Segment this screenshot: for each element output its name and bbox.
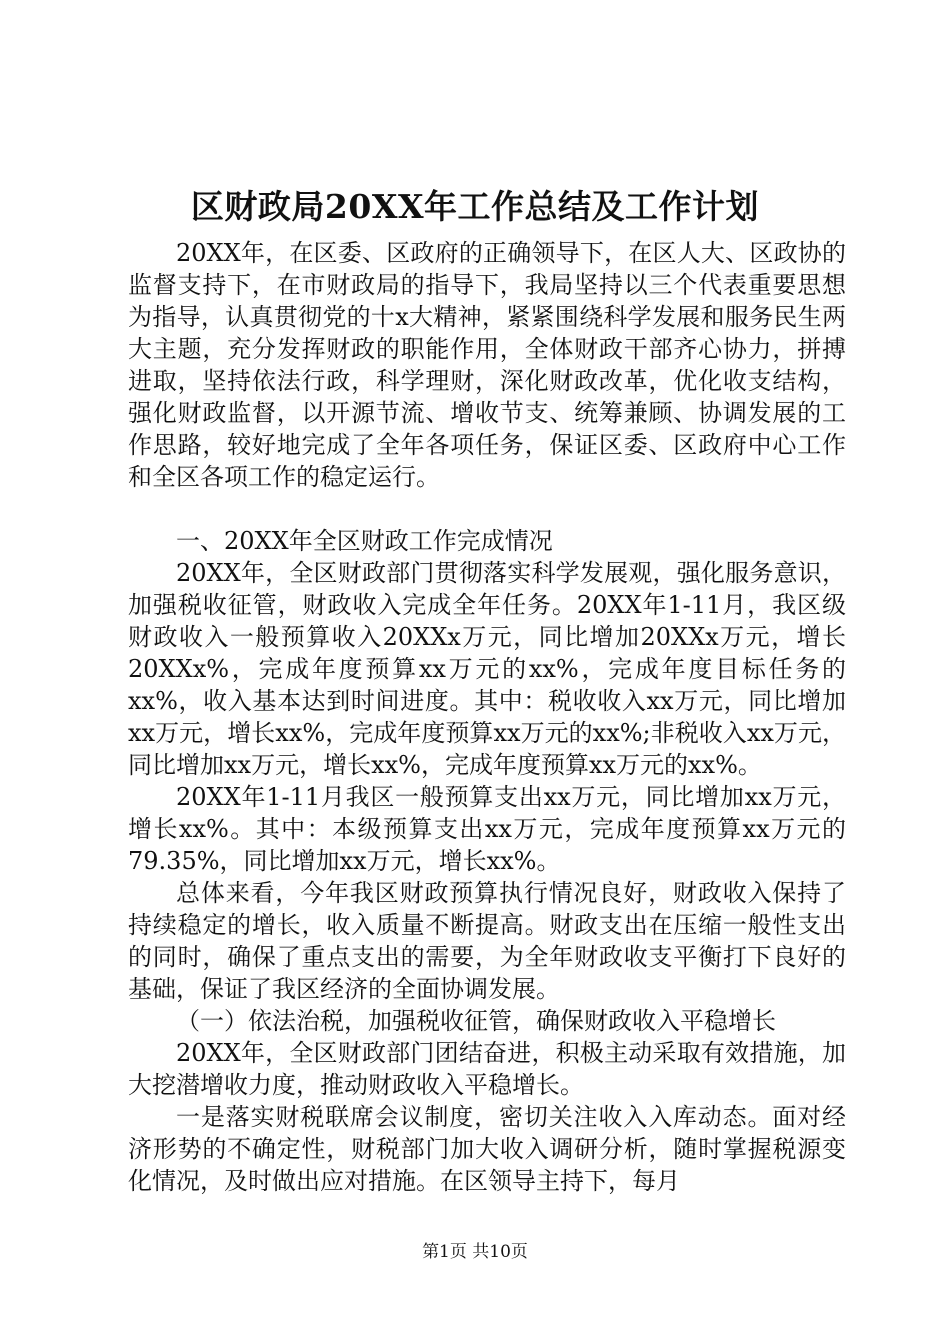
page-number: 第1页 共10页 [422, 1242, 528, 1262]
expenditure-paragraph: 20XX年1-11月我区一般预算支出xx万元，同比增加xx万元，增长xx%。其中：本级预算支出xx万元，完成年度预算xx万元的79.35%，同比增加xx万元，增长xx%。 [128, 783, 846, 875]
section-heading: 一、20XX年全区财政工作完成情况 [176, 527, 553, 555]
document-title: 区财政局20XX年工作总结及工作计划 [190, 187, 760, 226]
document-body [128, 237, 846, 1197]
measure-paragraph: 一是落实财税联席会议制度，密切关注收入入库动态。面对经济形势的不确定性，财税部门加大收入调研分析，随时掌握税源变化情况，及时做出应对措施。在区领导主持下，每月 [128, 1103, 846, 1195]
intro-paragraph: 20XX年，在区委、区政府的正确领导下，在区人大、区政协的监督支持下，在市财政局的指导下，我局坚持以三个代表重要思想为指导，认真贯彻党的十x大精神，紧紧围绕科学发展和服务民生两大主题，充分发挥财政的职能作用，全体财政干部齐心协力，拼搏进取，坚持依法行政，科学理财，深化财政改革，优化收支结构，强化财政监督，以开源节流、增收节支、统筹兼顾、协调发展的工作思路，较好地完成了全年各项任务，保证区委、区政府中心工作和全区各项工作的稳定运行。 [128, 239, 846, 491]
tax-paragraph: 20XX年，全区财政部门团结奋进，积极主动采取有效措施，加大挖潜增收力度，推动财政收入平稳增长。 [128, 1039, 846, 1099]
summary-paragraph: 总体来看，今年我区财政预算执行情况良好，财政收入保持了持续稳定的增长，收入质量不断提高。财政支出在压缩一般性支出的同时，确保了重点支出的需要，为全年财政收支平衡打下良好的基础，保证了我区经济的全面协调发展。 [128, 879, 846, 1003]
revenue-paragraph: 20XX年，全区财政部门贯彻落实科学发展观，强化服务意识，加强税收征管，财政收入完成全年任务。20XX年1-11月，我区级财政收入一般预算收入20XXx万元，同比增加20XXx万元，增长20XXx%，完成年度预算xx万元的xx%，完成年度目标任务的xx%，收入基本达到时间进度。其中：税收收入xx万元，同比增加xx万元，增长xx%，完成年度预算xx万元的xx%;非税收入xx万元，同比增加xx万元，增长xx%，完成年度预算xx万元的xx%。 [128, 559, 846, 779]
paragraph-spacer [128, 493, 846, 525]
subsection-heading: （一）依法治税，加强税收征管，确保财政收入平稳增长 [176, 1007, 776, 1035]
